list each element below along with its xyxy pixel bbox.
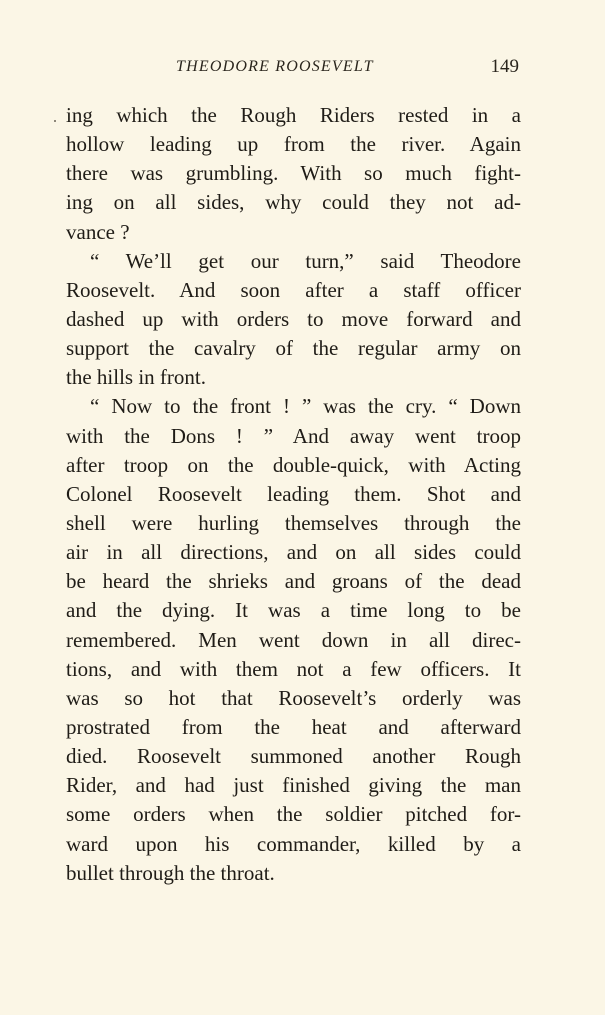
text-line: be heard the shrieks and groans of the dead bbox=[66, 569, 521, 594]
text-line: support the cavalry of the regular army on bbox=[66, 336, 521, 361]
text-line: Colonel Roosevelt leading them. Shot and bbox=[66, 481, 521, 506]
running-title: THEODORE ROOSEVELT bbox=[176, 58, 374, 75]
text-line: Rider, and had just finished giving the man bbox=[66, 773, 521, 798]
text-line: ward upon his commander, killed by a bbox=[66, 831, 521, 856]
text-line: Roosevelt. And soon after a staff officer bbox=[66, 277, 521, 302]
text-line: shell were hurling themselves through the bbox=[66, 510, 521, 535]
text-line: hollow leading up from the river. Again bbox=[66, 132, 521, 157]
body-text bbox=[66, 101, 521, 888]
page-number: 149 bbox=[490, 56, 519, 77]
text-line: after troop on the double-quick, with Acting bbox=[66, 452, 521, 477]
text-line: tions, and with them not a few officers. It bbox=[66, 656, 521, 681]
text-line: the hills in front. bbox=[66, 365, 206, 390]
running-header bbox=[66, 58, 521, 86]
text-line: with the Dons ! ” And away went troop bbox=[66, 423, 521, 448]
text-line: “ Now to the front ! ” was the cry. “ Down bbox=[90, 394, 521, 419]
text-line: was so hot that Roosevelt’s orderly was bbox=[66, 685, 521, 710]
text-line: some orders when the soldier pitched for- bbox=[66, 802, 521, 827]
text-line: bullet through the throat. bbox=[66, 860, 275, 885]
text-line: air in all directions, and on all sides could bbox=[66, 540, 521, 565]
text-line: there was grumbling. With so much fight- bbox=[66, 161, 521, 186]
text-line: “ We’ll get our turn,” said Theodore bbox=[90, 248, 521, 273]
text-line: dashed up with orders to move forward and bbox=[66, 306, 521, 331]
text-line: remembered. Men went down in all direc- bbox=[66, 627, 521, 652]
text-line: and the dying. It was a time long to be bbox=[66, 598, 521, 623]
text-line: prostrated from the heat and afterward bbox=[66, 714, 521, 739]
ink-speck bbox=[54, 120, 56, 122]
text-line: vance ? bbox=[66, 219, 130, 244]
text-line: ing on all sides, why could they not ad- bbox=[66, 190, 521, 215]
text-line: died. Roosevelt summoned another Rough bbox=[66, 744, 521, 769]
text-line: ing which the Rough Riders rested in a bbox=[66, 103, 521, 127]
